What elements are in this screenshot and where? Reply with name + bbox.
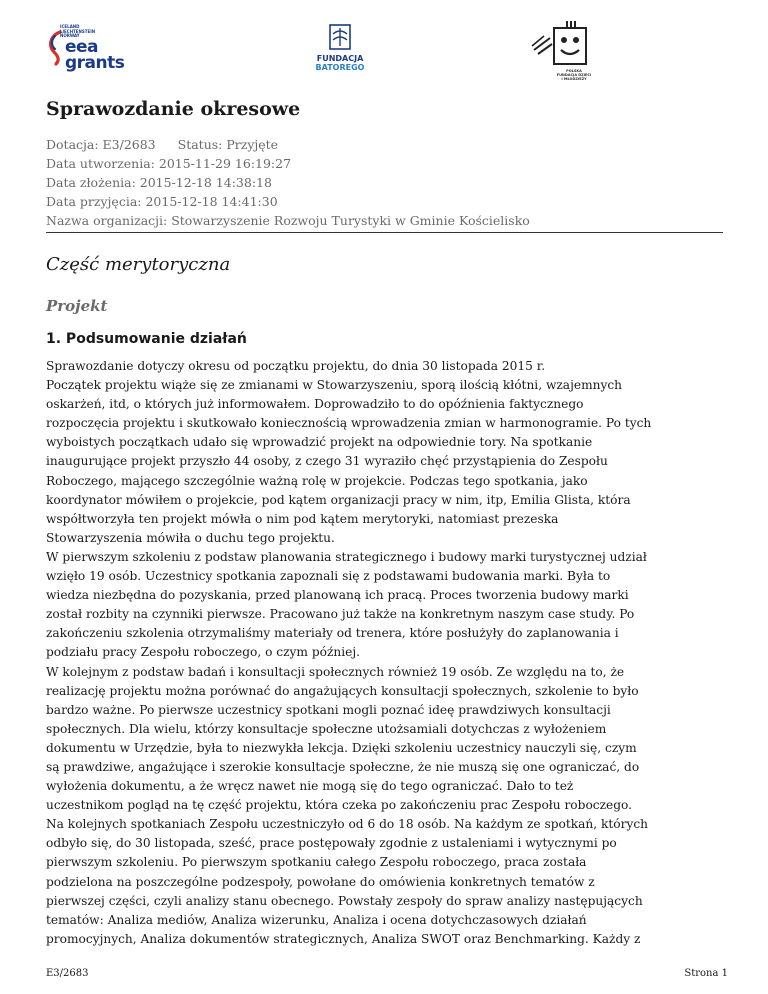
section-heading: Część merytoryczna — [46, 254, 231, 275]
text-line: został rozbity na czynniki pierwsze. Pracowano już także na konkretnym naszym case study. Po — [46, 607, 635, 622]
text-line: oskarżeń, itd, o których już informowałem. Doprowadziło to do opóźnienia faktycznego — [46, 397, 584, 412]
question-heading: 1. Podsumowanie działań — [46, 331, 247, 347]
text-line: Sprawozdanie dotyczy okresu od początku projektu, do dnia 30 listopada 2015 r. — [46, 359, 546, 373]
subsection-heading: Projekt — [46, 297, 108, 315]
text-line: Stowarzyszenia mówiła o duchu tego projektu. — [46, 530, 335, 545]
text-line: rozpoczęcia projektu i skutkowało koniecznością wprowadzenia zmian w harmonogramie. Po tych — [46, 416, 652, 431]
divider — [46, 232, 723, 233]
text-line: bardzo ważne. Po pierwsze uczestnicy spotkani mogli poznać ideę prawdziwych konsultacji — [46, 702, 611, 717]
text-line: podziału pracy Zespołu roboczego, o czym później. — [46, 645, 361, 660]
logo-bar — [0, 18, 768, 80]
text-line: społecznych. Dla wielu, którzy konsultacje społeczne utożsamiali dotychczas z wyłożeniem — [46, 721, 607, 736]
text-line: odbyło się, do 30 listopada, sześć, prace postępowały zgodnie z ustaleniami i wytycznymi po — [46, 836, 617, 851]
created-date: Data utworzenia: 2015-11-29 16:19:27 — [46, 156, 292, 171]
text-line: podzielona na poszczególne podzespoły, powołane do omówienia konkretnych tematów z — [46, 874, 595, 889]
text-line: Na kolejnych spotkaniach Zespołu uczestniczyło od 6 do 18 osób. Na każdym ze spotkań, których — [46, 817, 649, 832]
text-line: W pierwszym szkoleniu z podstaw planowania strategicznego i budowy marki turystycznej udział — [46, 549, 647, 564]
report-title: Sprawozdanie okresowe — [46, 98, 301, 120]
summary-text — [46, 357, 736, 949]
fundacja-batorego-logo — [300, 24, 380, 78]
grant-status-line — [46, 135, 530, 154]
fb-line1: FUNDACJA — [316, 54, 364, 63]
text-line: promocyjnych, Analiza dokumentów strategicznych, Analiza SWOT oraz Benchmarking. Każdy z — [46, 931, 641, 946]
submitted-date: Data złożenia: 2015-12-18 14:38:18 — [46, 175, 272, 190]
text-line: pierwszym szkoleniu. Po pierwszym spotkaniu całego Zespołu roboczego, praca została — [46, 855, 587, 870]
text-line: Początek projektu wiąże się ze zmianami w Stowarzyszeniu, sporą ilością kłótni, wzajemnych — [46, 378, 623, 393]
ppn-face-icon — [530, 20, 594, 70]
text-line: wzięło 19 osób. Uczestnicy spotkania zapoznali się z podstawami budowania marki. Była to — [46, 569, 611, 584]
eea-countries: ICELAND LIECHTENSTEIN NORWAY — [60, 24, 96, 38]
eea-grants-logo — [46, 24, 136, 74]
text-line: tematów: Analiza mediów, Analiza wizerunku, Analiza i ocena dotychczasowych działań — [46, 912, 587, 927]
footer-page-number: Strona 1 — [684, 968, 728, 979]
text-line: dokumentu w Urzędzie, była to niezwykła lekcja. Dzięki szkoleniu uczestnicy nauczyli się, czym — [46, 740, 637, 755]
text-line: wyboistych początkach udało się wprowadzić projekt na odpowiednie tory. Na spotkanie — [46, 435, 593, 450]
footer-doc-id: E3/2683 — [46, 968, 89, 979]
text-line: uczestnikom pogląd na tę część projektu, która czeka po zakończeniu prac Zespołu roboczego. — [46, 798, 633, 813]
eea-word: eea — [65, 37, 99, 57]
text-line: wiedza niezbędna do pozyskania, przed planowaną ich pracą. Proces tworzenia budowy marki — [46, 588, 629, 603]
report-status: Status: Przyjęte — [177, 137, 279, 152]
text-line: inaugurujące projekt przyszło 44 osoby, z czego 31 wyraziło chęć przystąpienia do Zespołu — [46, 454, 608, 469]
text-line: Roboczego, mającego szczególnie ważną rolę w projekcie. Podczas tego spotkania, jako — [46, 473, 588, 488]
grant-number: Dotacja: E3/2683 — [46, 137, 156, 152]
report-metadata — [46, 135, 530, 230]
text-line: współtworzyła ten projekt mówła o nim pod kątem merytoryki, natomiast prezeska — [46, 511, 559, 526]
text-line: koordynator mówiłem o projekcie, pod kątem organizacji pracy w nim, itp, Emilia Glista, która — [46, 492, 631, 507]
organization-name: Nazwa organizacji: Stowarzyszenie Rozwoju Turystyki w Gminie Kościelisko — [46, 213, 530, 228]
text-line: są prawdziwe, angażujące i szerokie konsultacje społeczne, że nie muszą się one ograniczać, do — [46, 759, 640, 774]
accepted-date: Data przyjęcia: 2015-12-18 14:41:30 — [46, 194, 278, 209]
ppn-foundation-logo — [530, 20, 594, 80]
ppn-caption: POLSKA FUNDACJA DZIECI I MŁODZIEŻY — [556, 69, 592, 81]
fb-line2: BATOREGO — [315, 63, 365, 72]
text-line: pierwszej części, czyli analizy stanu obecnego. Powstały zespoły do spraw analizy następujących — [46, 893, 643, 908]
text-line: zakończeniu szkolenia otrzymaliśmy materiały od trenera, które posłużyły do zaplanowania i — [46, 626, 619, 641]
text-line: wyłożenia dokumentu, a że wręcz nawet nie mogą się do tego ograniczać. Dało to też — [46, 779, 574, 794]
text-line: realizację projektu można porównać do angażujących konsultacji społecznych, szkolenie to było — [46, 683, 639, 698]
grants-word: grants — [65, 53, 125, 73]
text-line: W kolejnym z podstaw badań i konsultacji społecznych również 19 osób. Ze względu na to, że — [46, 664, 625, 679]
batory-emblem-icon — [328, 24, 352, 50]
